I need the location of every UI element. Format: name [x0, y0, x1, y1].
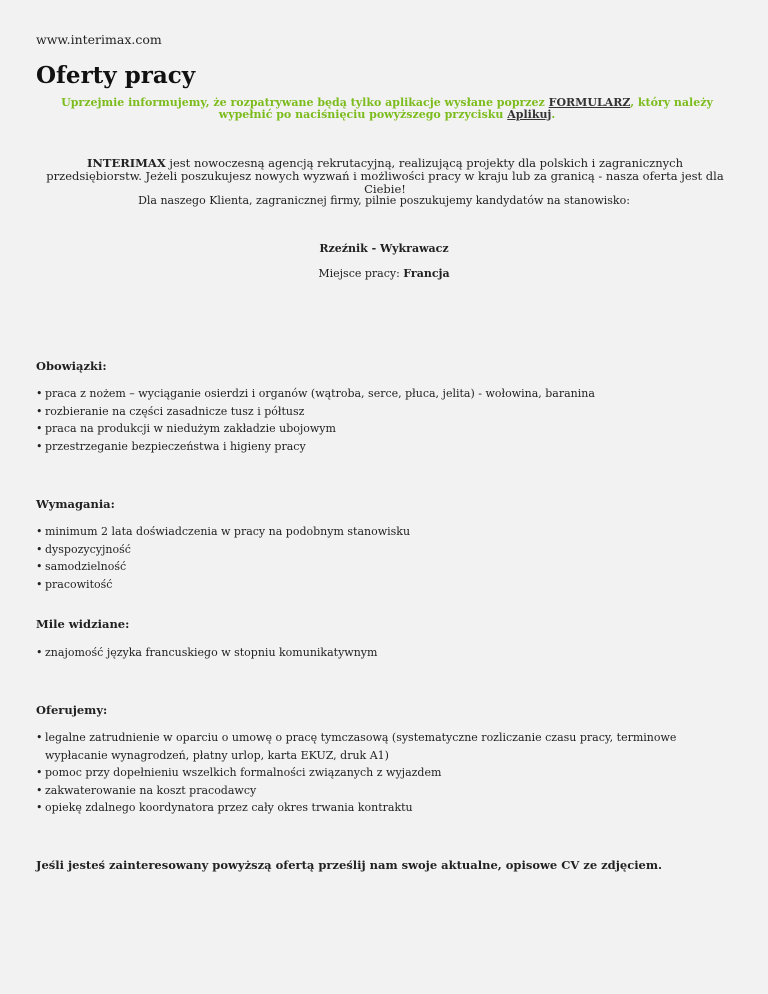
notice-text-end: . — [551, 108, 556, 121]
list-item: • opiekę zdalnego koordynatora przez cały okres trwania kontraktu — [36, 799, 726, 817]
requirements-list — [36, 523, 726, 593]
duties-heading: Obowiązki: — [36, 359, 107, 373]
list-item: • praca na produkcji w niedużym zakładzie ubojowym — [36, 420, 726, 438]
list-item: • pracowitość — [36, 576, 726, 594]
offer-list — [36, 729, 726, 817]
list-item: • samodzielność — [36, 558, 726, 576]
requirements-heading: Wymagania: — [36, 497, 115, 511]
company-name: INTERIMAX — [87, 156, 166, 170]
application-notice — [52, 97, 722, 121]
list-item: • dyspozycyjność — [36, 541, 726, 559]
location-value: Francja — [403, 267, 450, 280]
intro-text: jest nowoczesną agencją rekrutacyjną, realizującą projekty dla polskich i zagranicznych przedsiębiorstw. Jeżeli poszukujesz nowych wyzwań i możliwości pracy w kraju lub za granicą - nasza oferta jest dla Ciebie! — [46, 156, 724, 196]
duties-list — [36, 385, 726, 455]
list-item: • zakwaterowanie na koszt pracodawcy — [36, 782, 726, 800]
closing-text: Jeśli jesteś zainteresowany powyższą ofertą prześlij nam swoje aktualne, opisowe CV ze zdjęciem. — [36, 858, 663, 872]
list-item: • pomoc przy dopełnieniu wszelkich formalności związanych z wyjazdem — [36, 764, 726, 782]
nice-to-have-heading: Mile widziane: — [36, 617, 130, 631]
client-line: Dla naszego Klienta, zagranicznej firmy, pilnie poszukujemy kandydatów na stanowisko: — [138, 194, 630, 207]
apply-link[interactable]: Aplikuj — [507, 108, 552, 121]
nice-to-have-list — [36, 644, 726, 662]
work-location — [0, 267, 768, 280]
form-link[interactable]: FORMULARZ — [548, 96, 631, 109]
offer-heading: Oferujemy: — [36, 703, 108, 717]
list-item: • rozbieranie na części zasadnicze tusz i półtusz — [36, 403, 726, 421]
list-item: • minimum 2 lata doświadczenia w pracy na podobnym stanowisku — [36, 523, 726, 541]
company-intro — [40, 157, 730, 196]
list-item: • znajomość języka francuskiego w stopniu komunikatywnym — [36, 644, 726, 662]
list-item: • przestrzeganie bezpieczeństwa i higieny pracy — [36, 438, 726, 456]
position-title: Rzeźnik - Wykrawacz — [319, 242, 449, 255]
location-label: Miejsce pracy: — [318, 267, 404, 280]
notice-text-start: Uprzejmie informujemy, że rozpatrywane będą tylko aplikacje wysłane poprzez — [61, 96, 549, 109]
list-item: • praca z nożem – wyciąganie osierdzi i organów (wątroba, serce, płuca, jelita) - wołowina, baranina — [36, 385, 726, 403]
page-title: Oferty pracy — [36, 62, 196, 89]
notice-text-middle: , który należy wypełnić po naciśnięciu powyższego przycisku — [218, 96, 713, 121]
site-url: www.interimax.com — [36, 32, 162, 47]
list-item: • legalne zatrudnienie w oparciu o umowę o pracę tymczasową (systematyczne rozliczanie czasu pracy, terminowe wypłacanie wynagrodzeń, płatny urlop, karta EKUZ, druk A1) — [36, 729, 726, 764]
